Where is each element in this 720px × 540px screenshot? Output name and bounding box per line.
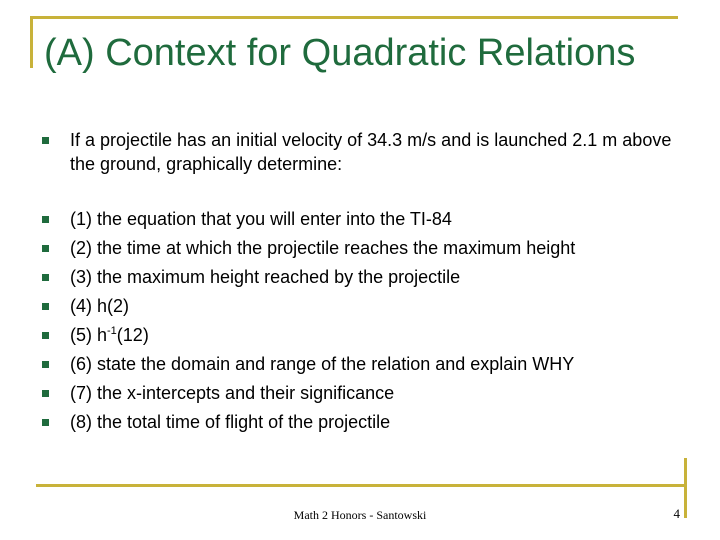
left-rule bbox=[30, 16, 33, 68]
square-bullet-icon bbox=[42, 303, 49, 310]
bullet-list bbox=[40, 128, 690, 437]
square-bullet-icon bbox=[42, 361, 49, 368]
right-rule bbox=[684, 458, 687, 518]
item-text: (7) the x-intercepts and their significance bbox=[70, 383, 395, 403]
list-item bbox=[40, 128, 690, 176]
list-item bbox=[40, 408, 690, 437]
list-item bbox=[40, 379, 690, 408]
square-bullet-icon bbox=[42, 332, 49, 339]
square-bullet-icon bbox=[42, 274, 49, 281]
square-bullet-icon bbox=[42, 245, 49, 252]
square-bullet-icon bbox=[42, 419, 49, 426]
item-text: (4) h(2) bbox=[70, 296, 130, 316]
list-item bbox=[40, 292, 690, 321]
list-item bbox=[40, 263, 690, 292]
square-bullet-icon bbox=[42, 216, 49, 223]
square-bullet-icon bbox=[42, 137, 49, 144]
item-text-after: (12) bbox=[116, 325, 149, 345]
square-bullet-icon bbox=[42, 390, 49, 397]
item-text bbox=[70, 325, 149, 345]
item-text: (6) state the domain and range of the relation and explain WHY bbox=[70, 354, 575, 374]
bottom-rule bbox=[36, 484, 686, 487]
list-item bbox=[40, 321, 690, 350]
top-rule bbox=[30, 16, 678, 19]
item-text: (3) the maximum height reached by the projectile bbox=[70, 267, 461, 287]
intro-text: If a projectile has an initial velocity of 34.3 m/s and is launched 2.1 m above the ground, graphically determine: bbox=[70, 130, 672, 174]
item-text-before: (5) h bbox=[70, 325, 108, 345]
list-item bbox=[40, 205, 690, 234]
list-item bbox=[40, 234, 690, 263]
footer-text: Math 2 Honors - Santowski bbox=[293, 508, 427, 522]
slide-title: (A) Context for Quadratic Relations bbox=[44, 32, 636, 74]
page-number: 4 bbox=[673, 506, 680, 521]
item-superscript: -1 bbox=[107, 325, 117, 337]
item-text: (2) the time at which the projectile reaches the maximum height bbox=[70, 238, 576, 258]
item-text: (1) the equation that you will enter into the TI-84 bbox=[70, 209, 452, 229]
list-item bbox=[40, 350, 690, 379]
item-text: (8) the total time of flight of the projectile bbox=[70, 412, 391, 432]
